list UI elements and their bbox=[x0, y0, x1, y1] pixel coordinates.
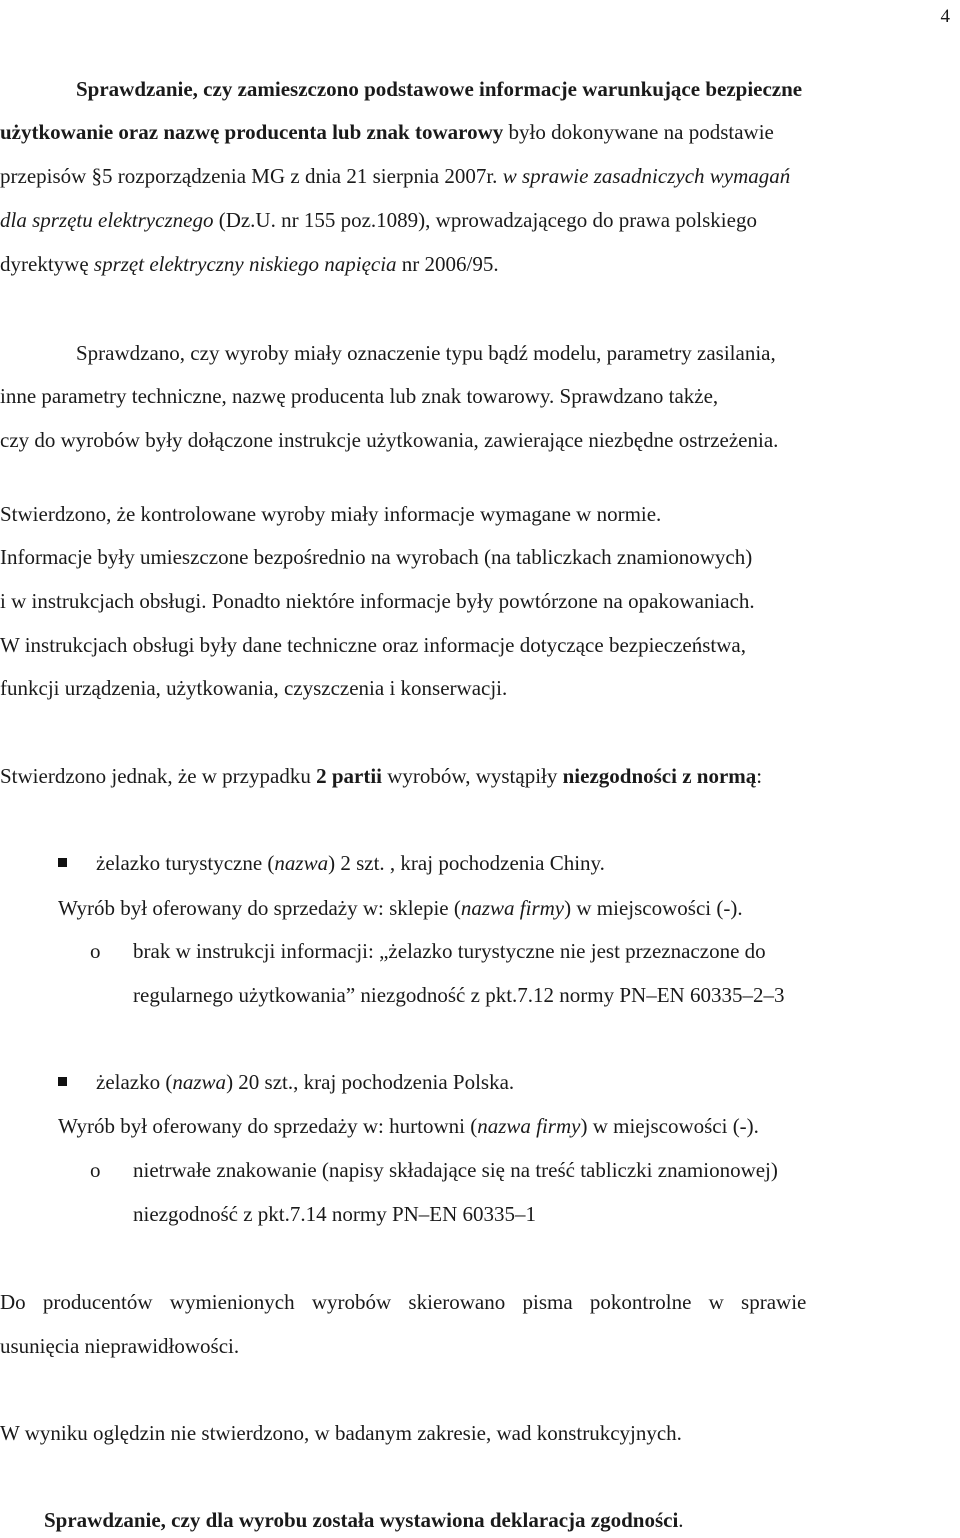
intro-line-4 bbox=[0, 210, 960, 231]
circle-bullet-icon: o bbox=[90, 939, 101, 963]
letters-line-2: usunięcia nieprawidłowości. bbox=[0, 1334, 240, 1358]
item1-sub-2: regularnego użytkowania” niezgodność z pkt.7.12 normy PN–EN 60335–2–3 bbox=[133, 983, 785, 1007]
item2-text-a: żelazko ( bbox=[96, 1070, 173, 1094]
item2-italic-b: nazwa bbox=[172, 1070, 227, 1094]
item1-text-a: żelazko turystyczne ( bbox=[96, 851, 275, 875]
letters-line-1: Do producentów wymienionych wyrobów skierowano pisma pokontrolne w sprawie bbox=[0, 1290, 807, 1314]
final-bold: Sprawdzanie, czy dla wyrobu została wystawiona deklaracja zgodności bbox=[44, 1508, 679, 1532]
intro-text-5c: nr 2006/95. bbox=[396, 252, 499, 276]
item1-text-c: ) 2 szt. , kraj pochodzenia Chiny. bbox=[328, 851, 605, 875]
item2-sub-2: niezgodność z pkt.7.14 normy PN–EN 60335–1 bbox=[133, 1202, 537, 1226]
item2-offer-b: nazwa firmy bbox=[477, 1114, 581, 1138]
intro-line-2 bbox=[0, 122, 960, 143]
finding-bold-1: 2 partii bbox=[316, 764, 382, 788]
finding-text-3: : bbox=[756, 764, 763, 788]
finding-text-1: Stwierdzono jednak, że w przypadku bbox=[0, 764, 317, 788]
para3-line-4: W instrukcjach obsługi były dane techniczne oraz informacje dotyczące bezpieczeństwa, bbox=[0, 633, 746, 657]
para2-line-1: Sprawdzano, czy wyroby miały oznaczenie typu bądź modelu, parametry zasilania, bbox=[76, 341, 776, 365]
square-bullet-icon bbox=[58, 1077, 67, 1086]
page-number: 4 bbox=[940, 6, 950, 27]
final-end: . bbox=[678, 1508, 684, 1532]
item1-offer-b: nazwa firmy bbox=[460, 896, 565, 920]
inspection-line: W wyniku oględzin nie stwierdzono, w badanym zakresie, wad konstrukcyjnych. bbox=[0, 1421, 682, 1445]
circle-bullet-icon: o bbox=[90, 1158, 101, 1182]
intro-text-5a: dyrektywę bbox=[0, 252, 94, 276]
intro-bold-1: Sprawdzanie, czy zamieszczono podstawowe informacje warunkujące bezpieczne bbox=[76, 77, 803, 101]
item2-title bbox=[96, 1072, 960, 1093]
para2-line-3: czy do wyrobów były dołączone instrukcje użytkowania, zawierające niezbędne ostrzeżenia. bbox=[0, 428, 779, 452]
finding-line bbox=[0, 766, 960, 787]
item1-title bbox=[96, 853, 960, 874]
item2-sub-1: nietrwałe znakowanie (napisy składające się na treść tabliczki znamionowej) bbox=[133, 1158, 778, 1182]
intro-italic-5b: sprzęt elektryczny niskiego napięcia bbox=[93, 252, 397, 276]
para3-line-1: Stwierdzono, że kontrolowane wyroby miały informacje wymagane w normie. bbox=[0, 502, 662, 526]
intro-text-4b: (Dz.U. nr 155 poz.1089), wprowadzającego do prawa polskiego bbox=[213, 208, 757, 232]
intro-italic-4a: dla sprzętu elektrycznego bbox=[0, 208, 214, 232]
square-bullet-icon bbox=[58, 858, 67, 867]
item2-offer-a: Wyrób był oferowany do sprzedaży w: hurtowni ( bbox=[58, 1114, 478, 1138]
item2-offer bbox=[58, 1116, 960, 1137]
item1-offer-a: Wyrób był oferowany do sprzedaży w: sklepie ( bbox=[58, 896, 461, 920]
intro-line-5 bbox=[0, 254, 960, 275]
intro-text-1: było dokonywane na podstawie bbox=[503, 120, 774, 144]
finding-bold-2: niezgodności z normą bbox=[562, 764, 757, 788]
item2-text-c: ) 20 szt., kraj pochodzenia Polska. bbox=[226, 1070, 515, 1094]
finding-text-2: wyrobów, wystąpiły bbox=[382, 764, 563, 788]
item1-offer bbox=[58, 898, 960, 919]
item2-offer-c: ) w miejscowości (-). bbox=[580, 1114, 759, 1138]
item1-sub-1: brak w instrukcji informacji: „żelazko turystyczne nie jest przeznaczone do bbox=[133, 939, 766, 963]
intro-text-3a: przepisów §5 rozporządzenia MG z dnia 21 sierpnia 2007r. bbox=[0, 164, 503, 188]
para3-line-5: funkcji urządzenia, użytkowania, czyszczenia i konserwacji. bbox=[0, 676, 508, 700]
intro-line-3 bbox=[0, 166, 960, 187]
item1-italic-b: nazwa bbox=[274, 851, 329, 875]
intro-bold-2: użytkowanie oraz nazwę producenta lub znak towarowy bbox=[0, 120, 504, 144]
para2-line-2: inne parametry techniczne, nazwę producenta lub znak towarowy. Sprawdzano także, bbox=[0, 384, 719, 408]
final-heading bbox=[44, 1510, 960, 1531]
intro-italic-3b: w sprawie zasadniczych wymagań bbox=[502, 164, 791, 188]
para3-line-3: i w instrukcjach obsługi. Ponadto niektóre informacje były powtórzone na opakowaniach. bbox=[0, 589, 755, 613]
intro-line-1 bbox=[76, 79, 960, 100]
item1-offer-c: ) w miejscowości (-). bbox=[564, 896, 743, 920]
para3-line-2: Informacje były umieszczone bezpośrednio na wyrobach (na tabliczkach znamionowych) bbox=[0, 545, 753, 569]
